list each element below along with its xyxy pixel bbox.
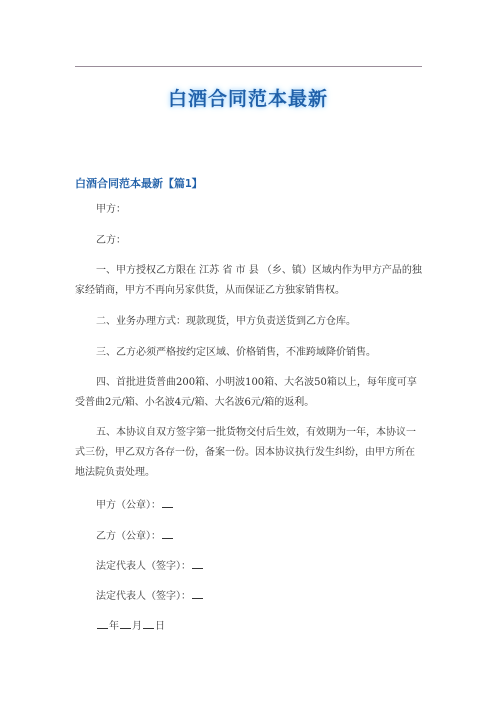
legal-rep-1-label: 法定代表人（签字）：	[96, 561, 191, 572]
document-title: 白酒合同范本最新	[167, 88, 328, 110]
legal-rep-2-line	[96, 587, 204, 604]
clause-3: 三、乙方必须严格按约定区域、价格销售，不准跨域降价销售。	[96, 347, 376, 358]
month-label: 月	[132, 621, 142, 632]
party-a-label: 甲方：	[96, 204, 126, 215]
month-blank	[120, 617, 131, 629]
clause-2: 二、业务办理方式：现款现货，甲方负责送货到乙方仓库。	[96, 316, 356, 327]
section-heading: 白酒合同范本最新【篇1】	[75, 177, 203, 190]
party-a-seal-label: 甲方（公章）：	[96, 500, 161, 511]
party-b-seal-line	[96, 527, 174, 544]
year-label: 年	[109, 621, 119, 632]
party-b-label: 乙方：	[96, 235, 126, 246]
party-a-seal-line	[96, 496, 174, 513]
day-label: 日	[155, 621, 165, 632]
party-b-seal-blank	[162, 527, 173, 539]
clause-5: 五、本协议自双方签字第一批货物交付后生效，有效期为一年，本协议一式三份，甲乙双方各存一份，备案一份。因本协议执行发生纠纷，由甲方所在地法院负责处理。	[75, 427, 416, 478]
legal-rep-1-line	[96, 557, 204, 574]
party-a-seal-blank	[162, 496, 173, 508]
year-blank	[97, 617, 108, 629]
legal-rep-1-blank	[192, 557, 203, 569]
legal-rep-2-blank	[192, 587, 203, 599]
day-blank	[143, 617, 154, 629]
date-line	[96, 617, 165, 634]
legal-rep-2-label: 法定代表人（签字）：	[96, 591, 191, 602]
party-b-seal-label: 乙方（公章）：	[96, 531, 161, 542]
header-divider	[75, 66, 422, 67]
clause-1: 一、甲方授权乙方限在 江苏 省 市 县 （乡、镇）区域内作为甲方产品的独家经销商，甲方不再向另家供货，从而保证乙方独家销售权。	[75, 265, 422, 296]
clause-4: 四、首批进货普曲200箱、小明波100箱、大名波50箱以上，每年度可享受普曲2元/箱、小名波4元/箱、大名波6元/箱的返利。	[75, 377, 417, 408]
